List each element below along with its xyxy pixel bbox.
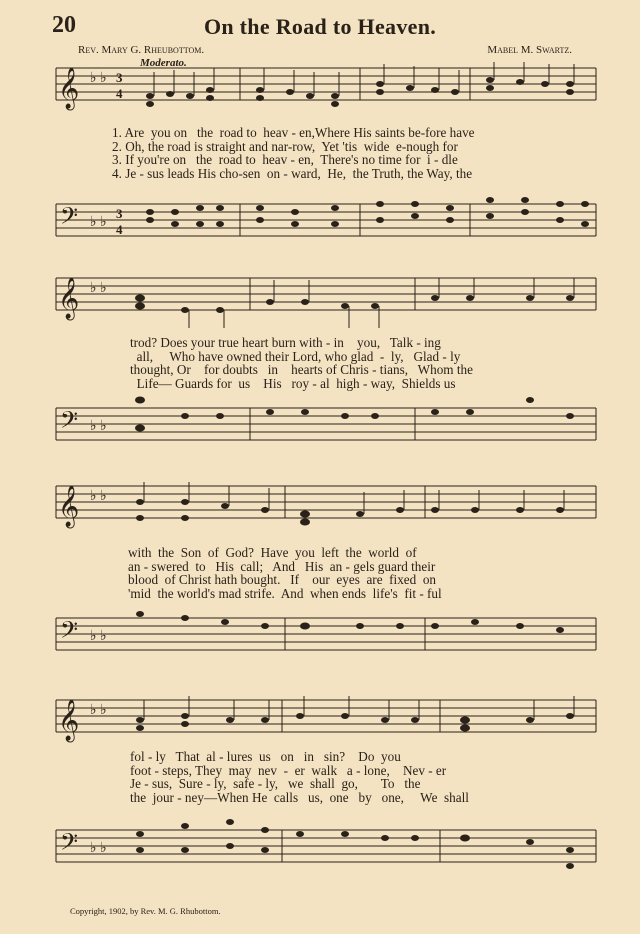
lyric-line-verse-2: 2. Oh, the road is straight and nar-row, Yet 'tis wide e-nough for	[112, 138, 458, 154]
treble-clef-icon: 𝄞	[58, 68, 80, 109]
music-system-3	[50, 478, 600, 678]
svg-text:♭ ♭: ♭ ♭	[90, 841, 107, 856]
lyricist-credit: Rev. Mary G. Rheubottom.	[78, 44, 205, 56]
lyric-line-verse-3: Je - sus, Sure - ly, safe - ly, we shall go, To the	[130, 776, 421, 791]
svg-text:4: 4	[116, 222, 123, 237]
lyric-line-verse-4: Life— Guards for us His roy - al high - way, Shields us	[130, 375, 456, 391]
composer-credit: Mabel M. Swartz.	[487, 44, 572, 56]
verse-lyrics-system-1	[112, 126, 636, 180]
bass-clef-icon: 𝄢	[60, 830, 79, 861]
lyric-line-verse-4: 'mid the world's mad strife. And when ends life's fit - ful	[128, 585, 442, 601]
lyric-line-verse-1: with the Son of God? Have you left the world of	[128, 545, 417, 560]
treble-staff	[50, 688, 600, 748]
copyright-notice: Copyright, 1902, by Rev. M. G. Rhubottom.	[70, 906, 221, 916]
treble-staff	[50, 478, 600, 543]
svg-text:♭ ♭: ♭ ♭	[90, 419, 107, 434]
svg-text:♭ ♭: ♭ ♭	[90, 71, 107, 86]
svg-text:♭ ♭: ♭ ♭	[90, 215, 107, 230]
lyric-line-verse-1: fol - ly That al - lures us on in sin? Do you	[130, 749, 401, 764]
bass-staff	[50, 814, 600, 884]
lyric-line-verse-2: an - swered to His call; And His an - gels guard their	[128, 558, 436, 574]
lyric-line-verse-2: all, Who have owned their Lord, who glad - ly, Glad - ly	[130, 348, 461, 364]
svg-text:♭ ♭: ♭ ♭	[90, 629, 107, 644]
svg-text:♭ ♭: ♭ ♭	[90, 281, 107, 296]
treble-staff	[50, 60, 600, 120]
lyric-line-verse-4: 4. Je - sus leads His cho-sen on - ward, He, the Truth, the Way, the	[112, 165, 473, 181]
hymn-title: On the Road to Heaven.	[203, 14, 437, 39]
svg-text:♭ ♭: ♭ ♭	[90, 489, 107, 504]
bass-staff	[50, 396, 600, 456]
lyric-line-verse-3: 3. If you're on the road to heav - en, There's no time for i - dle	[112, 152, 458, 167]
treble-staff	[50, 266, 600, 336]
lyric-line-verse-3: thought, Or for doubts in hearts of Chris - tians, Whom the	[130, 362, 473, 377]
page-number: 20	[52, 12, 76, 38]
verse-lyrics-system-2	[130, 336, 640, 390]
bass-staff	[50, 196, 600, 256]
lyric-line-verse-3: blood of Christ hath bought. If our eyes are fixed on	[128, 572, 437, 587]
lyric-line-verse-1: 1. Are you on the road to heav - en,Where His saints be-fore have	[112, 125, 475, 140]
bass-clef-icon: 𝄢	[60, 408, 79, 439]
music-system-2	[50, 266, 600, 466]
bass-staff	[50, 606, 600, 666]
music-system-4	[50, 688, 600, 898]
svg-text:3: 3	[116, 70, 123, 85]
svg-text:♭ ♭: ♭ ♭	[90, 703, 107, 718]
svg-text:4: 4	[116, 86, 123, 101]
lyric-line-verse-1: trod? Does your true heart burn with - in you, Talk - ing	[130, 335, 441, 350]
bass-clef-icon: 𝄢	[60, 204, 79, 235]
tempo-marking: Moderato.	[140, 57, 187, 69]
treble-clef-icon: 𝄞	[58, 278, 80, 318]
treble-clef-icon: 𝄞	[58, 486, 80, 526]
svg-text:3: 3	[116, 206, 123, 221]
verse-lyrics-system-3	[128, 546, 640, 600]
lyric-line-verse-4: the jour - ney—When He calls us, one by one, We shall	[130, 789, 469, 805]
treble-clef-icon: 𝄞	[58, 700, 80, 740]
lyric-line-verse-2: foot - steps, They may nev - er walk a - lone, Nev - er	[130, 762, 447, 778]
music-system-1	[50, 60, 600, 260]
verse-lyrics-system-4	[130, 750, 640, 804]
bass-clef-icon: 𝄢	[60, 618, 79, 649]
